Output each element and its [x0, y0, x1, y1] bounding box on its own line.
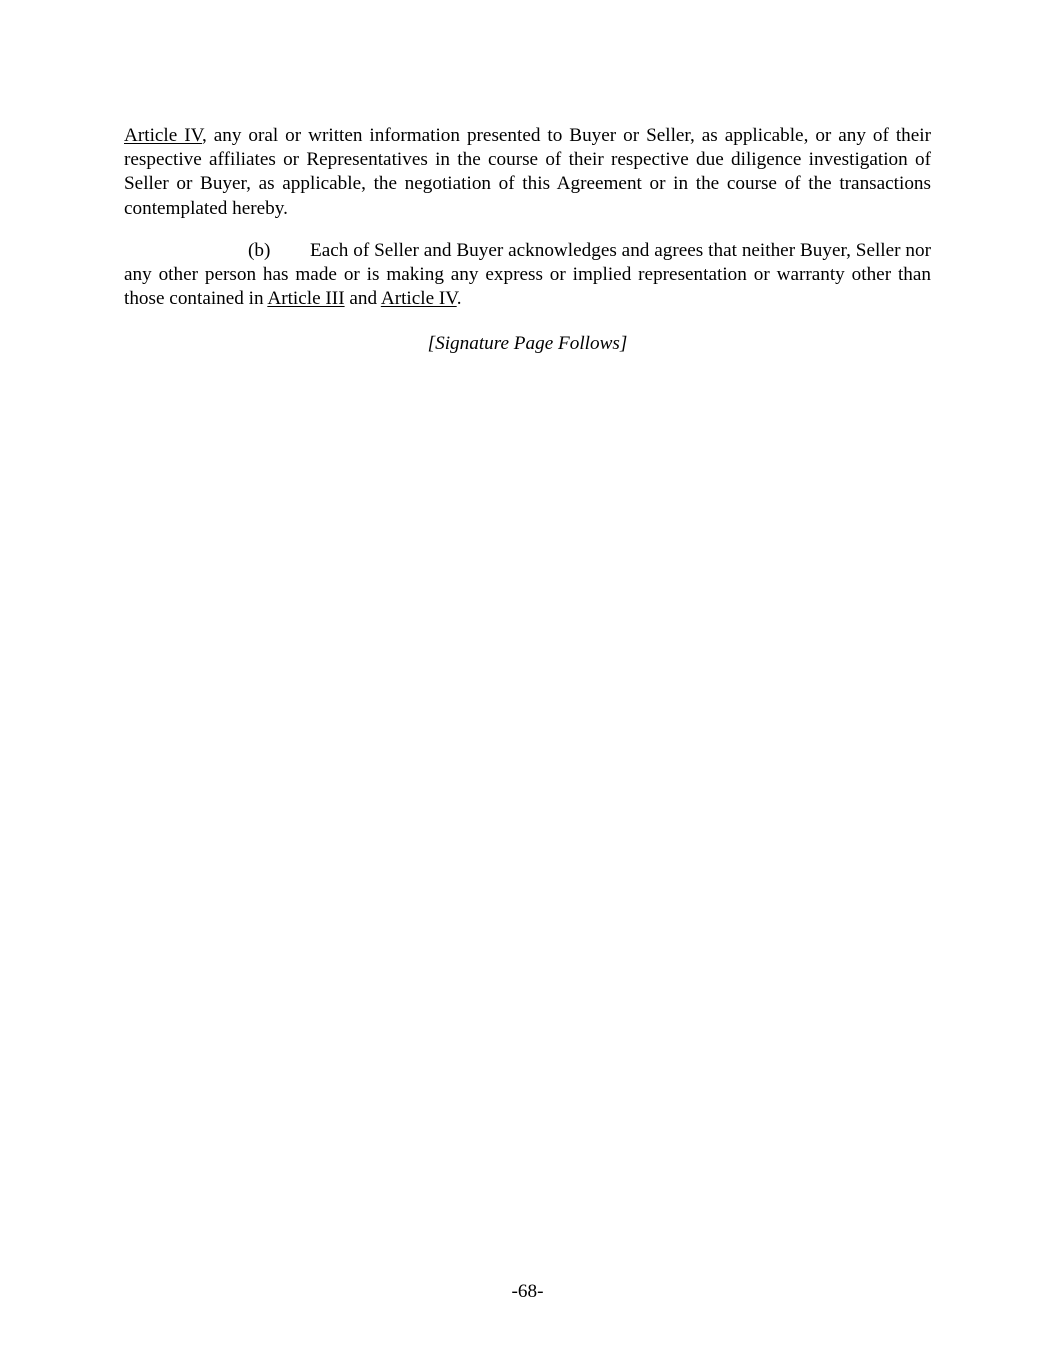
paragraph-b	[124, 239, 931, 312]
paragraph-b-text: Each of Seller and Buyer acknowledges and agrees that neither Buyer, Seller nor any other person has made or is making any express or implied representation or warranty other than those contained in	[124, 240, 931, 310]
paragraph-b-end: .	[456, 288, 462, 310]
paragraph-b-conjunction: and	[344, 288, 381, 310]
paragraph-a-text: , any oral or written information presented to Buyer or Seller, as applicable, or any of their respective affiliates or Representatives in the course of their respective due diligence investigation of Seller or Buyer, as applicable, the negotiation of this Agreement or in the course of the transactions contemplated hereby.	[124, 125, 931, 219]
article-iv-reference-b: Article IV	[380, 288, 457, 310]
article-iv-reference: Article IV	[124, 125, 202, 146]
paragraph-a-continuation	[124, 124, 931, 221]
article-iii-reference: Article III	[267, 288, 345, 310]
signature-page-note: [Signature Page Follows]	[427, 333, 628, 354]
page-number: -68-	[511, 1281, 544, 1302]
paragraph-b-marker: (b)	[248, 240, 271, 261]
